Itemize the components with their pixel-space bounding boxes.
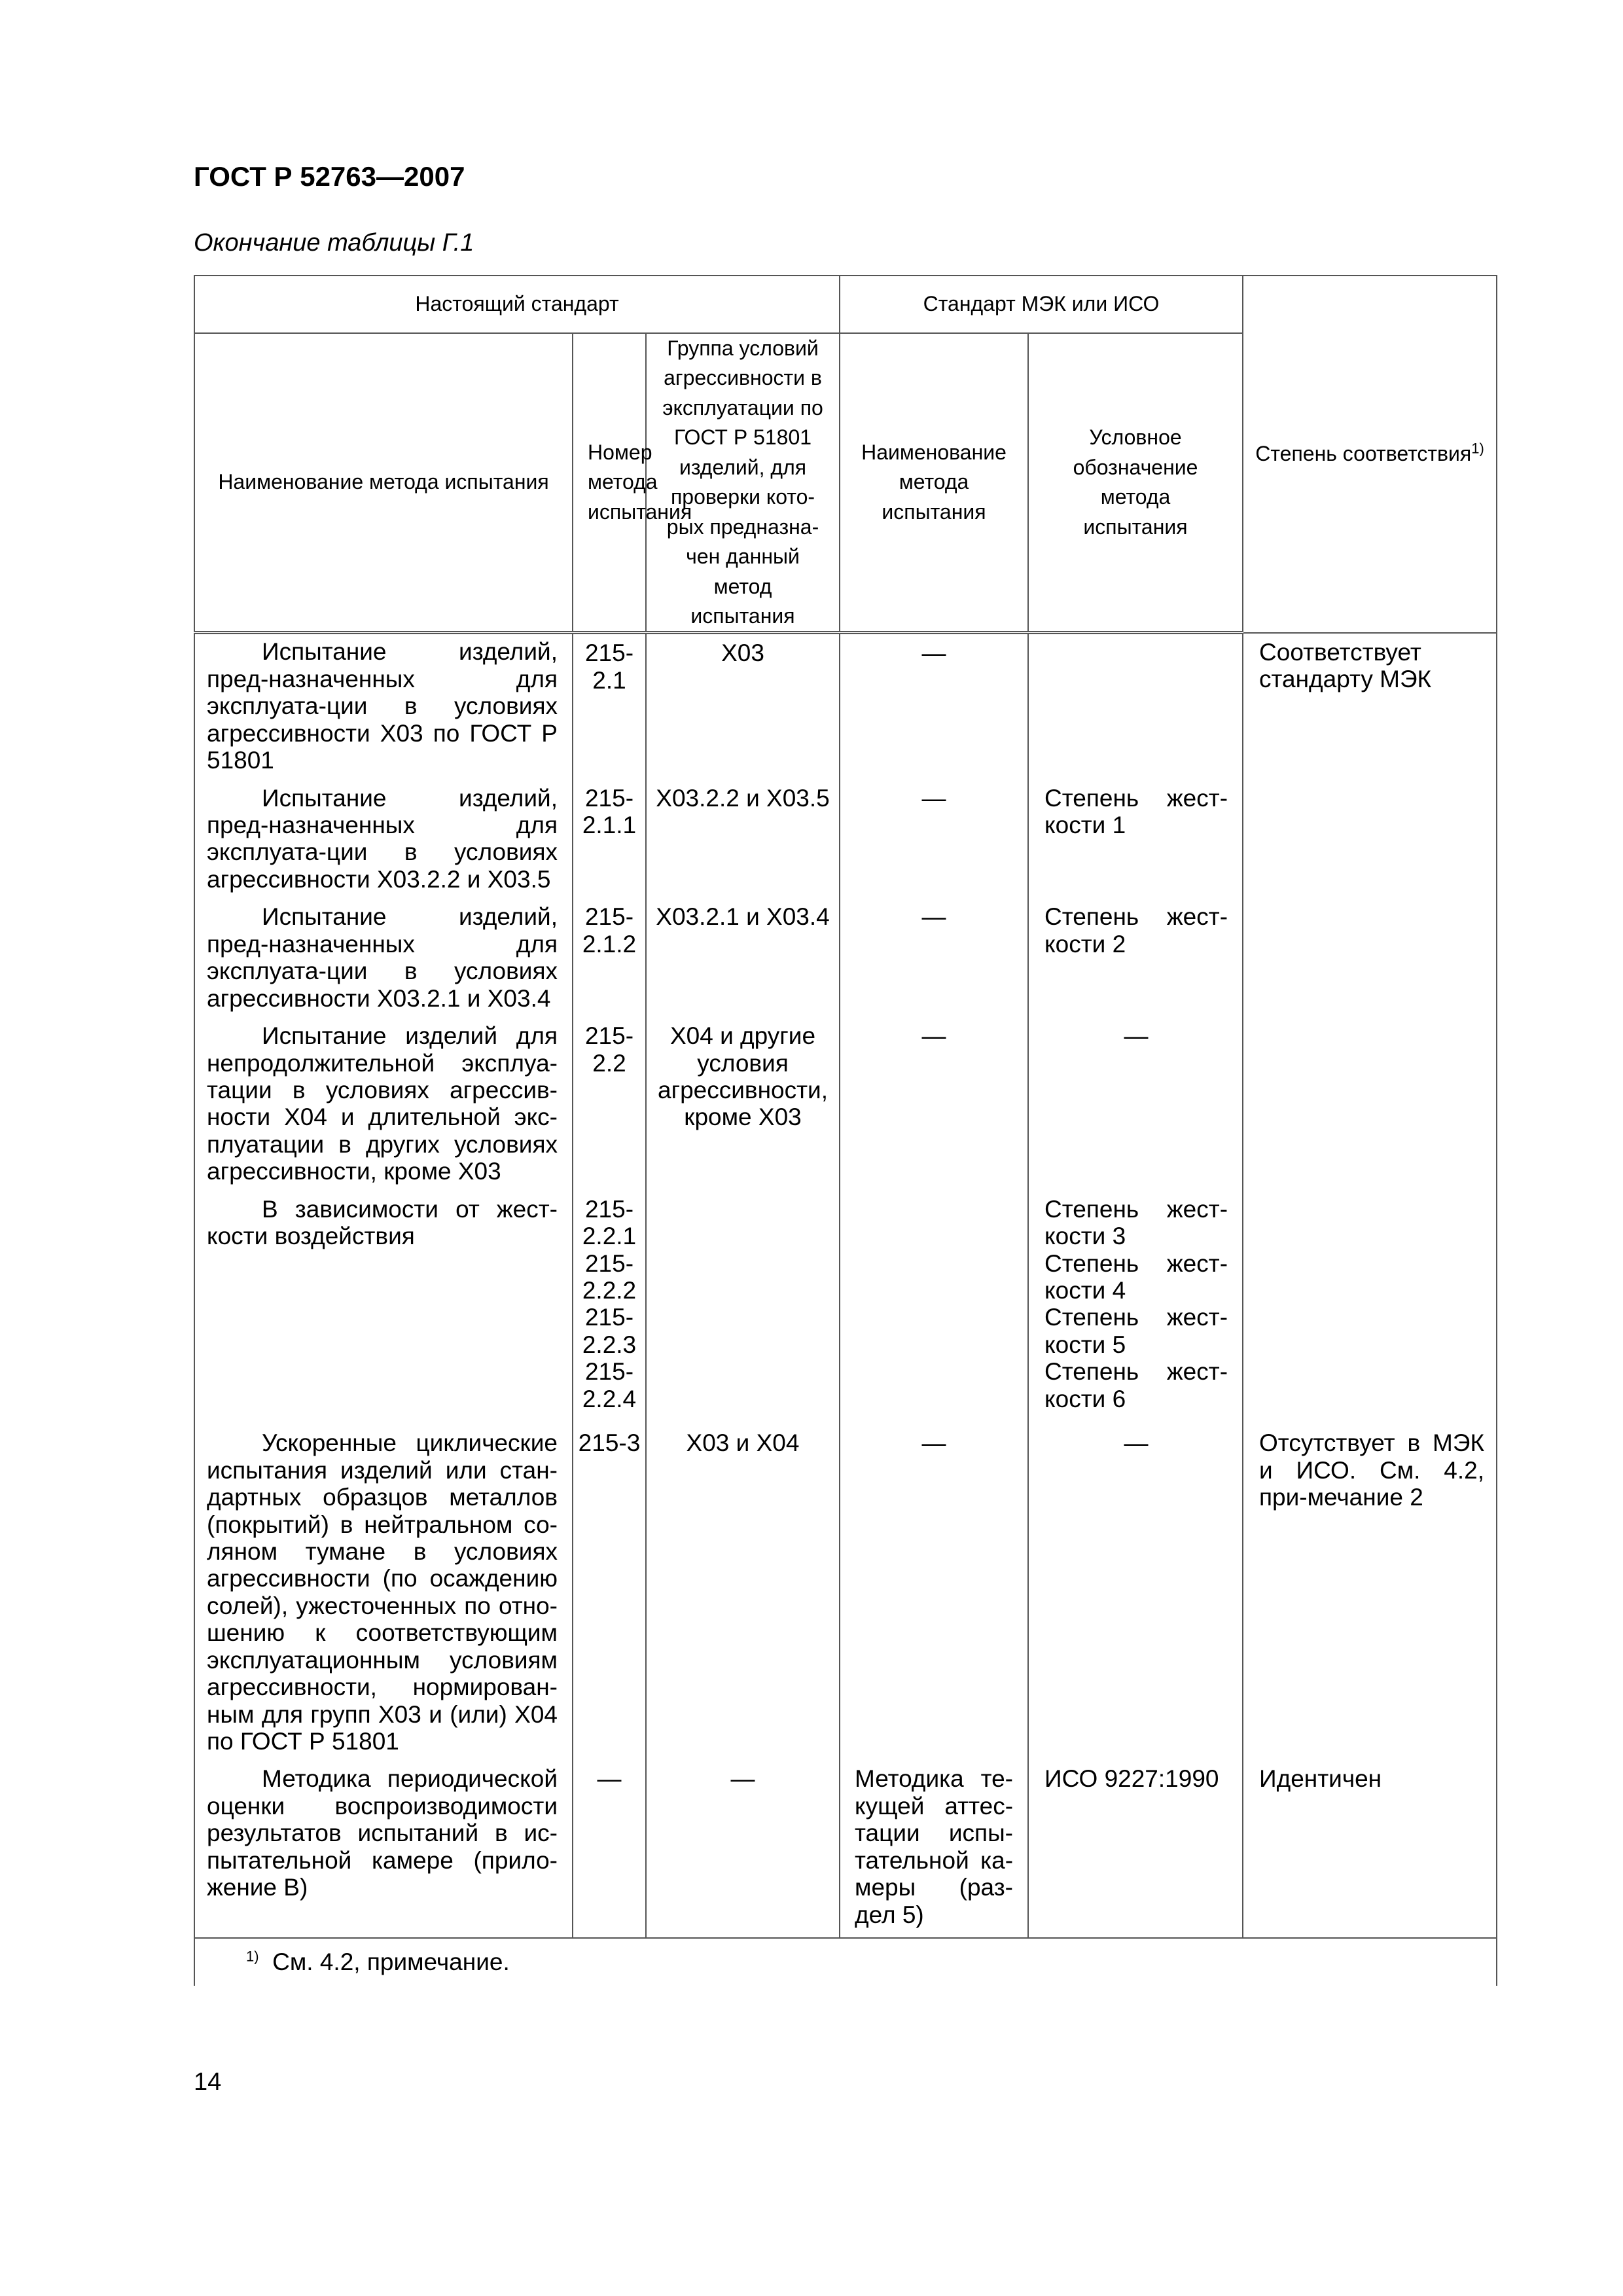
table-row [194, 1760, 1497, 1938]
method-number-cell: 215-2.1 [573, 633, 646, 780]
footnote-text: См. 4.2, примечание. [272, 1948, 510, 1976]
designation-line: Степень жест-кости 4 [1044, 1249, 1228, 1304]
intl-designation-cell: Степень жест-кости 1 [1028, 780, 1243, 899]
table-row [194, 1017, 1497, 1191]
severity-group-cell: Х03 и Х04 [646, 1418, 840, 1760]
header-method-number: Номер метода испытания [573, 333, 646, 633]
method-number-cell [573, 1191, 646, 1418]
document-code: ГОСТ Р 52763—2007 [194, 161, 465, 192]
method-name-cell: В зависимости от жест-кости воздействия [194, 1191, 573, 1418]
designation-line: Степень жест-кости 5 [1044, 1304, 1228, 1358]
intl-designation-cell: Степень жест-кости 2 [1028, 898, 1243, 1017]
table-row [194, 780, 1497, 899]
conformity-cell [1243, 1191, 1497, 1418]
footnote [194, 1938, 1497, 1986]
method-name-cell: Испытание изделий, пред-назначенных для эксплуата-ции в условиях агрессивности Х03.2.2 и Х03.5 [194, 780, 573, 899]
conformity-cell [1243, 1017, 1497, 1191]
method-name-cell: Ускоренные циклические испытания изделий или стан-дартных образцов металлов (покрытий) в нейтральном со-ляном тумане в условиях агрессивности (по осаждению солей), ужесточенных по отно-шению к соответствующим эксплуатационным условиям агрессивности, нормирован-ным для групп Х03 и (или) Х04 по ГОСТ Р 51801 [194, 1418, 573, 1760]
method-number-cell: 215-2.1.2 [573, 898, 646, 1017]
intl-method-name-cell: — [840, 1017, 1028, 1191]
intl-method-name-cell: — [840, 780, 1028, 899]
intl-method-name-cell: — [840, 1418, 1028, 1760]
header-severity-group: Группа условий агрессивности в эксплуатации по ГОСТ Р 51801 изделий, для проверки кото-рых предназна-чен данный метод испытания [646, 333, 840, 633]
intl-designation-cell [1028, 1191, 1243, 1418]
header-this-standard: Настоящий стандарт [194, 276, 840, 333]
conformity-cell: Соответствует стандарту МЭК [1243, 633, 1497, 780]
intl-method-name-cell: — [840, 633, 1028, 780]
table-group-header-row [194, 276, 1497, 333]
footnote-row [194, 1938, 1497, 1986]
table-row [194, 1191, 1497, 1418]
intl-method-name-cell: — [840, 898, 1028, 1017]
table-row [194, 898, 1497, 1017]
header-conformity-footnote-mark: 1) [1471, 440, 1484, 457]
method-name-cell: Испытание изделий для непродолжительной эксплуа-тации в условиях агрессив-ности Х04 и длительной экс-плуатации в других условиях агрессивности, кроме Х03 [194, 1017, 573, 1191]
table-caption: Окончание таблицы Г.1 [194, 229, 474, 257]
method-number-cell: 215-3 [573, 1418, 646, 1760]
method-number-line: 215-2.2.2 [582, 1249, 637, 1304]
intl-method-name-cell [840, 1191, 1028, 1418]
conformity-cell: Идентичен [1243, 1760, 1497, 1938]
method-number-line: 215-2.2.4 [582, 1358, 637, 1412]
method-number-cell: 215-2.1.1 [573, 780, 646, 899]
intl-designation-cell: — [1028, 1418, 1243, 1760]
header-intl-designation: Условное обозначение метода испытания [1028, 333, 1243, 633]
intl-designation-cell: — [1028, 1017, 1243, 1191]
table-row [194, 633, 1497, 780]
conformity-cell: Отсутствует в МЭК и ИСО. См. 4.2, при-мечание 2 [1243, 1418, 1497, 1760]
header-conformity [1243, 276, 1497, 633]
intl-designation-cell: ИСО 9227:1990 [1028, 1760, 1243, 1938]
header-conformity-label: Степень соответствия [1255, 442, 1472, 466]
designation-line: Степень жест-кости 3 [1044, 1195, 1228, 1250]
severity-group-cell [646, 1191, 840, 1418]
method-number-line: 215-2.2.1 [582, 1195, 637, 1250]
table-row [194, 1418, 1497, 1760]
severity-group-cell: Х04 и другие условия агрессивности, кроме Х03 [646, 1017, 840, 1191]
severity-group-cell: Х03 [646, 633, 840, 780]
conformity-cell [1243, 898, 1497, 1017]
correspondence-table [194, 275, 1497, 1986]
header-method-name: Наименование метода испытания [194, 333, 573, 633]
intl-designation-cell [1028, 633, 1243, 780]
designation-line: Степень жест-кости 6 [1044, 1358, 1228, 1412]
footnote-mark: 1) [246, 1948, 259, 1965]
severity-group-cell: Х03.2.2 и Х03.5 [646, 780, 840, 899]
method-name-cell: Испытание изделий, пред-назначенных для эксплуата-ции в условиях агрессивности Х03.2.1 и Х03.4 [194, 898, 573, 1017]
severity-group-cell: — [646, 1760, 840, 1938]
conformity-cell [1243, 780, 1497, 899]
header-iec-iso-standard: Стандарт МЭК или ИСО [840, 276, 1243, 333]
intl-method-name-cell: Методика те-кущей аттес-тации испы-тательной ка-меры (раз-дел 5) [840, 1760, 1028, 1938]
header-intl-method-name: Наименование метода испытания [840, 333, 1028, 633]
method-number-line: 215-2.2.3 [582, 1304, 637, 1358]
page-number: 14 [194, 2068, 222, 2096]
method-name-cell: Испытание изделий, пред-назначенных для эксплуата-ции в условиях агрессивности Х03 по ГОСТ Р 51801 [194, 633, 573, 780]
severity-group-cell: Х03.2.1 и Х03.4 [646, 898, 840, 1017]
method-number-cell: — [573, 1760, 646, 1938]
method-name-cell: Методика периодической оценки воспроизводимости результатов испытаний в ис-пытательной камере (прило-жение В) [194, 1760, 573, 1938]
method-number-cell: 215-2.2 [573, 1017, 646, 1191]
